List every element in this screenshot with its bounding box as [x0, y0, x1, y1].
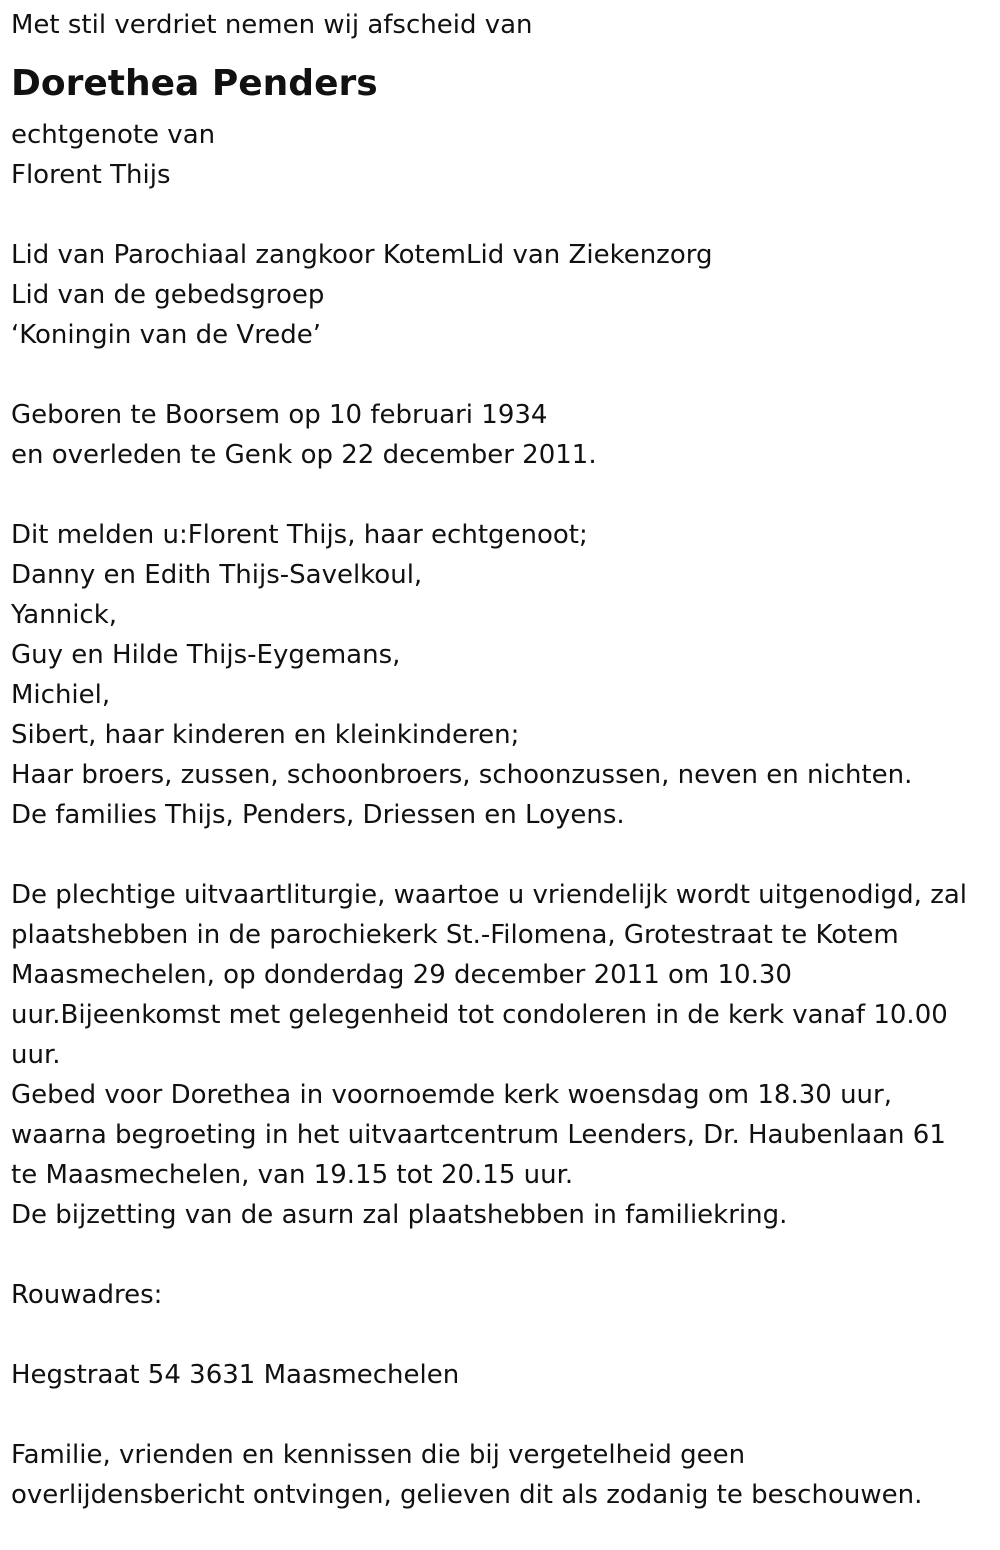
membership-line: Lid van de gebedsgroep: [11, 280, 325, 310]
deceased-name: Dorethea Penders: [11, 63, 378, 104]
spacer: [11, 195, 996, 235]
spouse-label: echtgenote van: [11, 120, 216, 150]
life-dates-section: [11, 395, 996, 475]
spacer: [11, 835, 996, 875]
intro-text: Met stil verdriet nemen wij afscheid van: [11, 10, 533, 40]
family-section: [11, 515, 996, 835]
ceremony-section: [11, 875, 996, 1235]
ceremony-line: De plechtige uitvaartliturgie, waartoe u vriendelijk wordt uitgenodigd, zal: [11, 880, 968, 910]
closing-line: Familie, vrienden en kennissen die bij vergetelheid geen: [11, 1440, 746, 1470]
closing-section: [11, 1435, 996, 1515]
ceremony-line: uur.Bijeenkomst met gelegenheid tot condoleren in de kerk vanaf 10.00: [11, 1000, 948, 1030]
ceremony-line: uur.: [11, 1040, 61, 1070]
ceremony-line: plaatshebben in de parochiekerk St.-Filomena, Grotestraat te Kotem: [11, 920, 899, 950]
spacer: [11, 355, 996, 395]
family-line: De families Thijs, Penders, Driessen en Loyens.: [11, 800, 625, 830]
spacer: [11, 1315, 996, 1355]
family-line: Yannick,: [11, 600, 118, 630]
birth-line: Geboren te Boorsem op 10 februari 1934: [11, 400, 548, 430]
family-line: Michiel,: [11, 680, 111, 710]
family-line: Guy en Hilde Thijs-Eygemans,: [11, 640, 401, 670]
death-line: en overleden te Genk op 22 december 2011.: [11, 440, 597, 470]
address-label: Rouwadres:: [11, 1280, 163, 1310]
ceremony-line: te Maasmechelen, van 19.15 tot 20.15 uur.: [11, 1160, 574, 1190]
family-line: Danny en Edith Thijs-Savelkoul,: [11, 560, 423, 590]
membership-line: ‘Koningin van de Vrede’: [11, 320, 322, 350]
spacer: [11, 1235, 996, 1275]
spouse-name: Florent Thijs: [11, 160, 171, 190]
ceremony-line: waarna begroeting in het uitvaartcentrum Leenders, Dr. Haubenlaan 61: [11, 1120, 946, 1150]
memberships-section: [11, 235, 996, 355]
spacer: [11, 1395, 996, 1435]
ceremony-line: Gebed voor Dorethea in voornoemde kerk woensdag om 18.30 uur,: [11, 1080, 892, 1110]
family-line: Sibert, haar kinderen en kleinkinderen;: [11, 720, 520, 750]
membership-line: Lid van Parochiaal zangkoor KotemLid van Ziekenzorg: [11, 240, 713, 270]
ceremony-line: Maasmechelen, op donderdag 29 december 2011 om 10.30: [11, 960, 792, 990]
obituary-notice: [11, 5, 996, 1515]
family-line: Dit melden u:Florent Thijs, haar echtgenoot;: [11, 520, 588, 550]
spacer: [11, 475, 996, 515]
ceremony-line: De bijzetting van de asurn zal plaatshebben in familiekring.: [11, 1200, 788, 1230]
closing-line: overlijdensbericht ontvingen, gelieven dit als zodanig te beschouwen.: [11, 1480, 923, 1510]
family-line: Haar broers, zussen, schoonbroers, schoonzussen, neven en nichten.: [11, 760, 913, 790]
address-text: Hegstraat 54 3631 Maasmechelen: [11, 1360, 460, 1390]
